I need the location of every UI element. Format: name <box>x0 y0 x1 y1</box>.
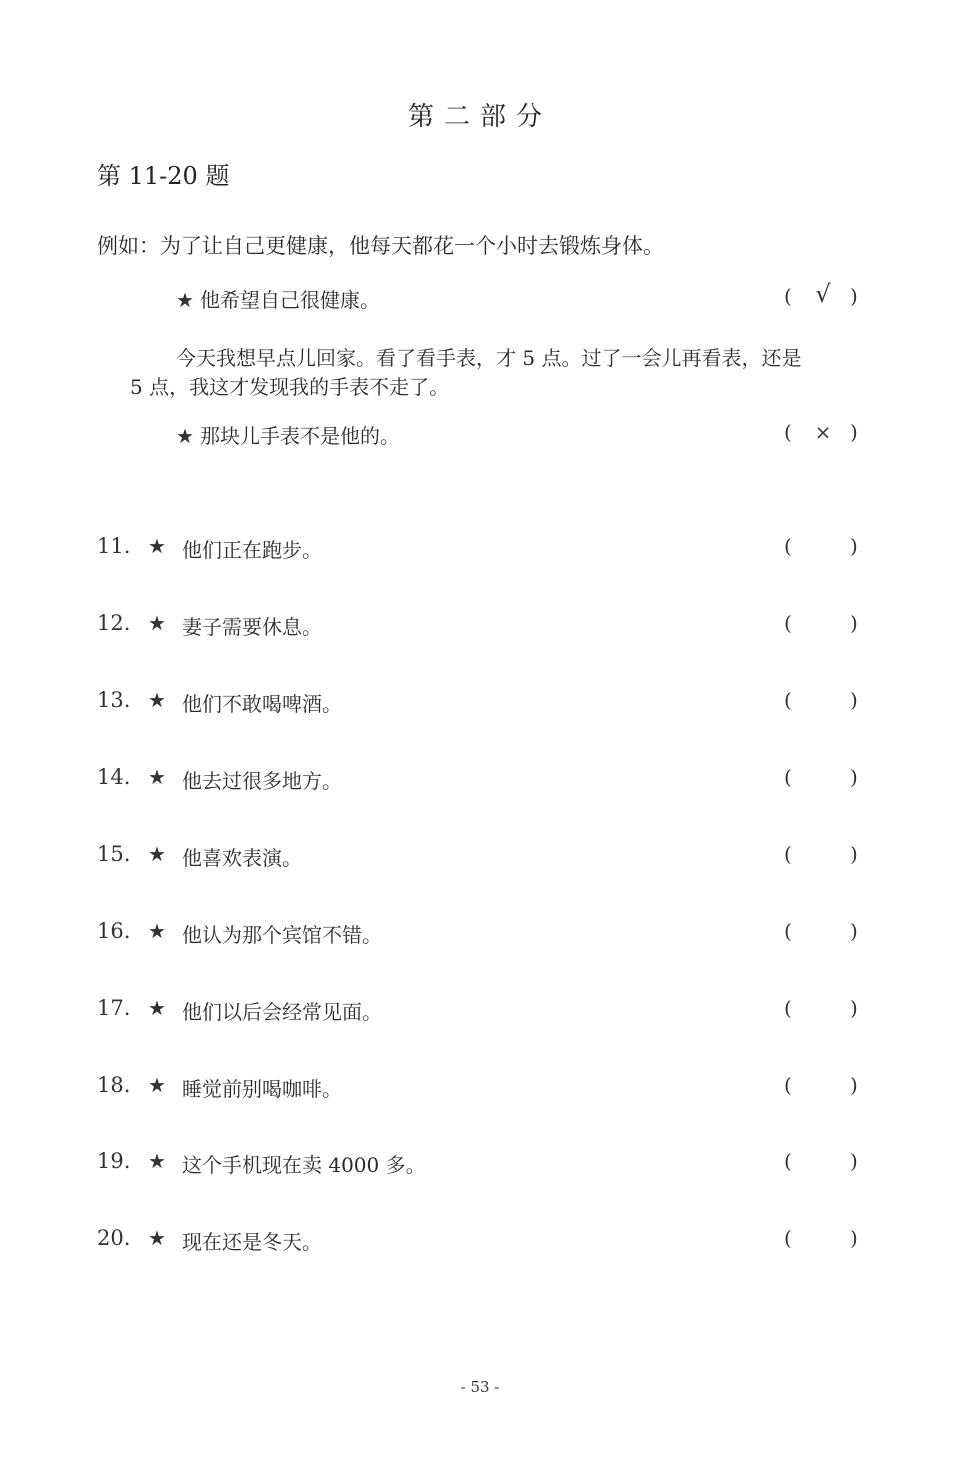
paren-open: ( <box>784 1073 792 1097</box>
paren-open: ( <box>784 534 792 558</box>
paren-open: ( <box>784 842 792 866</box>
paren-close: ) <box>850 688 858 712</box>
star-icon: ★ <box>148 1149 166 1173</box>
example-statement-2 <box>176 420 400 449</box>
paren-open: ( <box>784 420 792 444</box>
example-passage <box>130 344 870 402</box>
question-number: 19. <box>97 1149 131 1173</box>
question-number: 20. <box>97 1226 131 1250</box>
question-statement: 他们以后会经常见面。 <box>182 1000 382 1024</box>
paren-close: ) <box>850 1226 858 1250</box>
star-icon: ★ <box>148 996 166 1020</box>
paren-open: ( <box>784 996 792 1020</box>
paren-close: ) <box>850 842 858 866</box>
question-statement: 他们不敢喝啤酒。 <box>182 692 342 716</box>
paren-close: ) <box>850 996 858 1020</box>
paren-open: ( <box>784 919 792 943</box>
page-number: - 53 - <box>460 1378 500 1396</box>
star-icon: ★ <box>148 688 166 712</box>
question-statement: 睡觉前别喝咖啡。 <box>182 1077 342 1101</box>
star-icon: ★ <box>176 424 194 448</box>
paren-open: ( <box>784 1149 792 1173</box>
question-statement: 妻子需要休息。 <box>182 615 322 639</box>
paren-open: ( <box>784 611 792 635</box>
star-icon: ★ <box>148 1226 166 1250</box>
star-icon: ★ <box>148 842 166 866</box>
section-title: 第二部分 <box>407 102 552 132</box>
question-number: 17. <box>97 996 131 1020</box>
check-mark-icon: √ <box>815 280 831 308</box>
example-sentence: 为了让自己更健康，他每天都花一个小时去锻炼身体。 <box>160 234 664 258</box>
star-icon: ★ <box>176 288 194 312</box>
example-label: 例如： <box>97 234 160 258</box>
question-number: 11. <box>97 534 131 558</box>
question-statement: 这个手机现在卖 4000 多。 <box>182 1153 426 1177</box>
star-icon: ★ <box>148 1073 166 1097</box>
paren-close: ) <box>850 1149 858 1173</box>
question-number: 18. <box>97 1073 131 1097</box>
question-statement: 他认为那个宾馆不错。 <box>182 923 382 947</box>
star-icon: ★ <box>148 611 166 635</box>
paren-close: ) <box>850 420 858 444</box>
paren-open: ( <box>784 1226 792 1250</box>
star-icon: ★ <box>148 919 166 943</box>
paren-open: ( <box>784 688 792 712</box>
question-number: 14. <box>97 765 131 789</box>
star-icon: ★ <box>148 765 166 789</box>
star-icon: ★ <box>148 534 166 558</box>
paren-close: ) <box>850 611 858 635</box>
question-statement: 他喜欢表演。 <box>182 846 302 870</box>
paren-close: ) <box>850 765 858 789</box>
paren-open: ( <box>784 284 792 308</box>
example-statement-text: 他希望自己很健康。 <box>200 288 380 312</box>
example-statement-text: 那块儿手表不是他的。 <box>200 424 400 448</box>
example-statement-1 <box>176 284 380 313</box>
question-number: 13. <box>97 688 131 712</box>
question-number: 15. <box>97 842 131 866</box>
passage-line-1: 今天我想早点儿回家。看了看手表，才 5 点。过了一会儿再看表，还是 <box>176 346 802 370</box>
question-number: 12. <box>97 611 131 635</box>
cross-mark-icon: × <box>814 420 832 444</box>
passage-line-2: 5 点，我这才发现我的手表不走了。 <box>130 375 450 399</box>
question-number: 16. <box>97 919 131 943</box>
question-statement: 他们正在跑步。 <box>182 538 322 562</box>
question-statement: 现在还是冬天。 <box>182 1230 322 1254</box>
question-statement: 他去过很多地方。 <box>182 769 342 793</box>
paren-close: ) <box>850 284 858 308</box>
example-intro <box>97 230 664 260</box>
paren-close: ) <box>850 919 858 943</box>
paren-close: ) <box>850 1073 858 1097</box>
paren-open: ( <box>784 765 792 789</box>
paren-close: ) <box>850 534 858 558</box>
question-range-title: 第 11-20 题 <box>97 162 230 190</box>
